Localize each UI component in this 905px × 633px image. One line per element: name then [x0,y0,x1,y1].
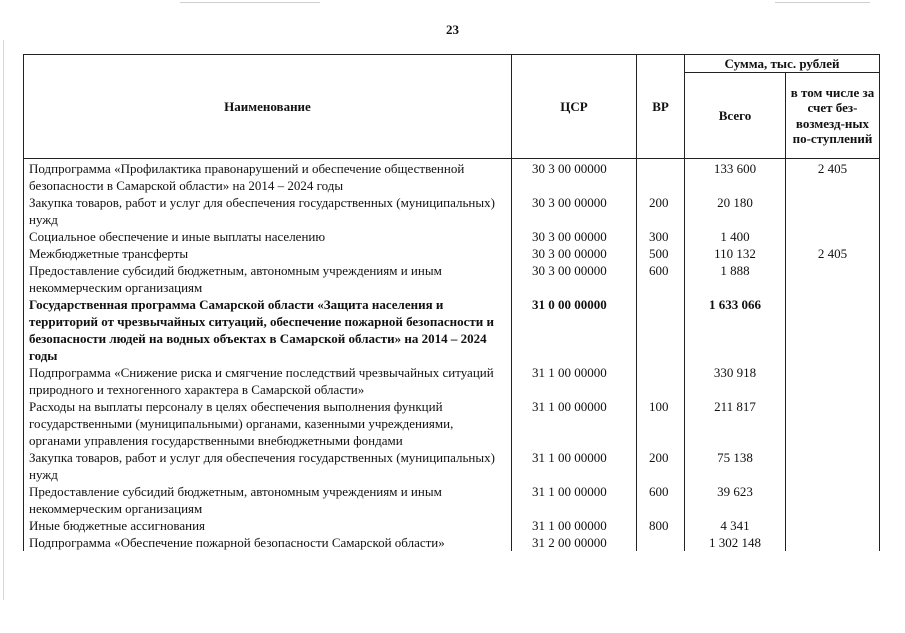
row-name-cell: Подпрограмма «Снижение риска и смягчение последствий чрезвычайных ситуаций природного и техногенного характера в Самарской области» [24,364,512,398]
row-total-cell: 20 180 [685,194,786,228]
scan-top-line [180,2,320,3]
header-vr: ВР [637,55,685,159]
table-row [24,194,880,228]
row-csr-cell: 31 1 00 00000 [512,517,637,534]
table-row [24,398,880,449]
row-csr-cell: 31 1 00 00000 [512,449,637,483]
row-vr-cell: 500 [637,245,685,262]
row-csr-cell: 31 1 00 00000 [512,398,637,449]
row-total-cell: 39 623 [685,483,786,517]
row-name-cell: Иные бюджетные ассигнования [24,517,512,534]
row-total-cell: 1 302 148 [685,534,786,551]
row-gratuitous-cell [786,364,880,398]
row-name-cell: Предоставление субсидий бюджетным, автономным учреждениям и иным некоммерческим организациям [24,262,512,296]
row-gratuitous-cell [786,296,880,364]
row-csr-cell: 31 0 00 00000 [512,296,637,364]
budget-table [23,54,880,551]
row-csr-cell: 30 3 00 00000 [512,262,637,296]
table-row [24,364,880,398]
row-gratuitous-cell [786,194,880,228]
row-vr-cell: 300 [637,228,685,245]
row-vr-cell: 100 [637,398,685,449]
row-vr-cell [637,364,685,398]
page-number: 23 [446,22,459,37]
row-total-cell: 110 132 [685,245,786,262]
table-row [24,262,880,296]
table-row [24,245,880,262]
row-csr-cell: 31 1 00 00000 [512,483,637,517]
row-name-cell: Закупка товаров, работ и услуг для обеспечения государственных (муниципальных) нужд [24,449,512,483]
header-sum-group: Сумма, тыс. рублей [685,55,880,73]
row-vr-cell [637,159,685,195]
row-name-cell: Предоставление субсидий бюджетным, автономным учреждениям и иным некоммерческим организациям [24,483,512,517]
row-total-cell: 330 918 [685,364,786,398]
row-gratuitous-cell [786,534,880,551]
table-body [24,159,880,552]
row-csr-cell: 31 1 00 00000 [512,364,637,398]
row-name-cell: Подпрограмма «Обеспечение пожарной безопасности Самарской области» [24,534,512,551]
header-total: Всего [685,73,786,159]
table-row [24,159,880,195]
header-name: Наименование [24,55,512,159]
row-csr-cell: 30 3 00 00000 [512,245,637,262]
table-row [24,483,880,517]
row-gratuitous-cell: 2 405 [786,245,880,262]
row-total-cell: 75 138 [685,449,786,483]
row-vr-cell: 600 [637,262,685,296]
row-name-cell: Государственная программа Самарской области «Защита населения и территорий от чрезвычайных ситуаций, обеспечение пожарной безопасности и безопасности людей на водных объектах в Самарской области» на 2014 – 2024 годы [24,296,512,364]
row-name-cell: Межбюджетные трансферты [24,245,512,262]
row-csr-cell: 30 3 00 00000 [512,159,637,195]
row-total-cell: 211 817 [685,398,786,449]
row-total-cell: 133 600 [685,159,786,195]
table-row [24,296,880,364]
row-total-cell: 4 341 [685,517,786,534]
row-vr-cell: 600 [637,483,685,517]
row-total-cell: 1 633 066 [685,296,786,364]
row-gratuitous-cell [786,262,880,296]
row-csr-cell: 30 3 00 00000 [512,194,637,228]
row-gratuitous-cell [786,449,880,483]
row-vr-cell: 800 [637,517,685,534]
scan-top-line [775,2,870,3]
row-csr-cell: 30 3 00 00000 [512,228,637,245]
row-gratuitous-cell [786,398,880,449]
row-name-cell: Расходы на выплаты персоналу в целях обеспечения выполнения функций государственными (муниципальными) органами, казенными учреждениями, органами управления государственными внебюджетными фондами [24,398,512,449]
row-total-cell: 1 888 [685,262,786,296]
row-vr-cell [637,296,685,364]
table-row [24,534,880,551]
row-gratuitous-cell [786,483,880,517]
row-total-cell: 1 400 [685,228,786,245]
row-csr-cell: 31 2 00 00000 [512,534,637,551]
row-gratuitous-cell [786,228,880,245]
row-name-cell: Социальное обеспечение и иные выплаты населению [24,228,512,245]
row-gratuitous-cell: 2 405 [786,159,880,195]
row-gratuitous-cell [786,517,880,534]
header-csr: ЦСР [512,55,637,159]
table-row [24,228,880,245]
header-gratuitous: в том числе за счет без-возмезд-ных по-ступлений [786,73,880,159]
table-row [24,517,880,534]
row-vr-cell: 200 [637,449,685,483]
row-name-cell: Подпрограмма «Профилактика правонарушений и обеспечение общественной безопасности в Самарской области» на 2014 – 2024 годы [24,159,512,195]
row-vr-cell [637,534,685,551]
table-header [24,55,880,159]
row-vr-cell: 200 [637,194,685,228]
table-row [24,449,880,483]
row-name-cell: Закупка товаров, работ и услуг для обеспечения государственных (муниципальных) нужд [24,194,512,228]
scan-left-edge [3,40,4,600]
